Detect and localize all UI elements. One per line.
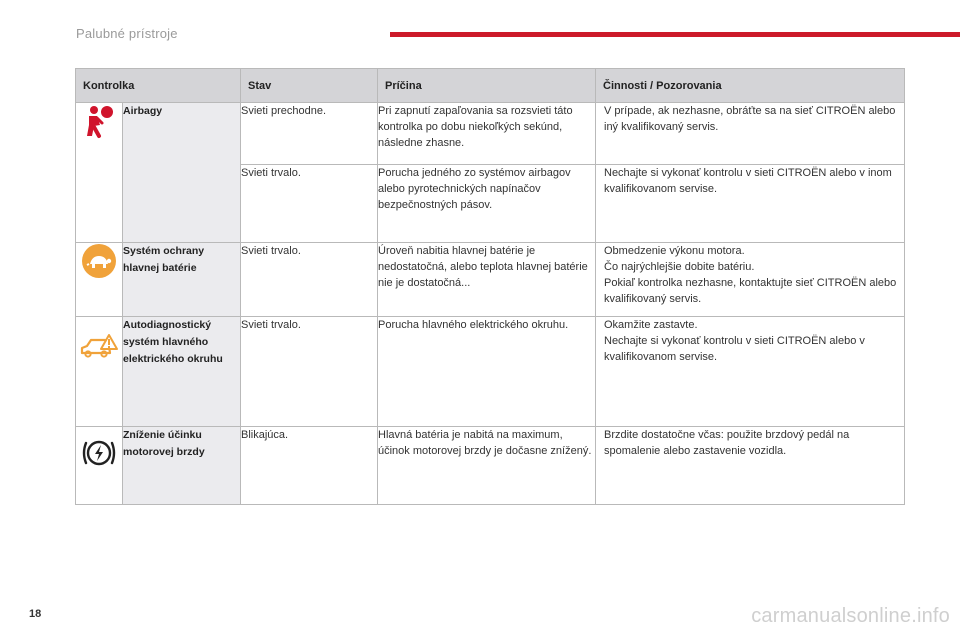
indicator-name: Zníženie účinku motorovej brzdy bbox=[123, 427, 241, 505]
table-row bbox=[76, 317, 905, 427]
regenerative-brake-icon bbox=[81, 437, 117, 469]
indicator-name: Systém ochrany hlavnej batérie bbox=[123, 243, 241, 317]
cause-cell: Porucha hlavného elektrického okruhu. bbox=[378, 317, 596, 427]
action-cell: Brzdite dostatočne včas: použite brzdový pedál na spomalenie alebo zastavenie vozidla. bbox=[596, 427, 905, 505]
state-cell: Svieti prechodne. bbox=[241, 103, 378, 165]
cause-cell: Pri zapnutí zapaľovania sa rozsvieti táto kontrolka po dobu niekoľkých sekúnd, následne zhasne. bbox=[378, 103, 596, 165]
cause-cell: Úroveň nabitia hlavnej batérie je nedostatočná, alebo teplota hlavnej batérie nie je dostatočná... bbox=[378, 243, 596, 317]
indicator-name: Autodiagnostický systém hlavného elektrického okruhu bbox=[123, 317, 241, 427]
action-line: Obmedzenie výkonu motora. bbox=[604, 245, 745, 257]
icon-cell bbox=[76, 103, 123, 243]
action-cell: V prípade, ak nezhasne, obráťte sa na sieť CITROËN alebo iný kvalifikovaný servis. bbox=[596, 103, 905, 165]
action-cell bbox=[596, 317, 905, 427]
action-line: Okamžite zastavte. bbox=[604, 319, 698, 331]
cause-cell: Porucha jedného zo systémov airbagov alebo pyrotechnických napínačov bezpečnostných pásov. bbox=[378, 165, 596, 243]
state-cell: Svieti trvalo. bbox=[241, 165, 378, 243]
turtle-icon bbox=[81, 243, 117, 279]
header-accent-bar bbox=[390, 32, 960, 37]
icon-cell bbox=[76, 317, 123, 427]
column-header-cause: Príčina bbox=[378, 69, 596, 103]
state-cell: Svieti trvalo. bbox=[241, 317, 378, 427]
table-row bbox=[76, 243, 905, 317]
table-row bbox=[76, 427, 905, 505]
action-line: Čo najrýchlejšie dobite batériu. bbox=[604, 261, 755, 273]
action-cell bbox=[596, 243, 905, 317]
icon-cell bbox=[76, 427, 123, 505]
indicator-name: Airbagy bbox=[123, 103, 241, 243]
icon-cell bbox=[76, 243, 123, 317]
cause-cell: Hlavná batéria je nabitá na maximum, účinok motorovej brzdy je dočasne znížený. bbox=[378, 427, 596, 505]
column-header-indicator: Kontrolka bbox=[76, 69, 241, 103]
action-line: Nechajte si vykonať kontrolu v sieti CITROËN alebo v kvalifikovanom servise. bbox=[604, 335, 865, 363]
indicator-table bbox=[75, 68, 905, 505]
section-title: Palubné prístroje bbox=[76, 26, 178, 41]
column-header-action: Činnosti / Pozorovania bbox=[596, 69, 905, 103]
table-header-row bbox=[76, 69, 905, 103]
action-line: Pokiaľ kontrolka nezhasne, kontaktujte sieť CITROËN alebo kvalifikovaný servis. bbox=[604, 277, 897, 305]
electric-car-warning-icon bbox=[79, 331, 119, 361]
action-cell: Nechajte si vykonať kontrolu v sieti CITROËN alebo v inom kvalifikovanom servise. bbox=[596, 165, 905, 243]
table-row bbox=[76, 103, 905, 165]
airbag-warning-icon bbox=[81, 103, 117, 139]
state-cell: Svieti trvalo. bbox=[241, 243, 378, 317]
state-cell: Blikajúca. bbox=[241, 427, 378, 505]
column-header-state: Stav bbox=[241, 69, 378, 103]
watermark: carmanualsonline.info bbox=[751, 605, 950, 627]
page-number: 18 bbox=[29, 608, 42, 620]
